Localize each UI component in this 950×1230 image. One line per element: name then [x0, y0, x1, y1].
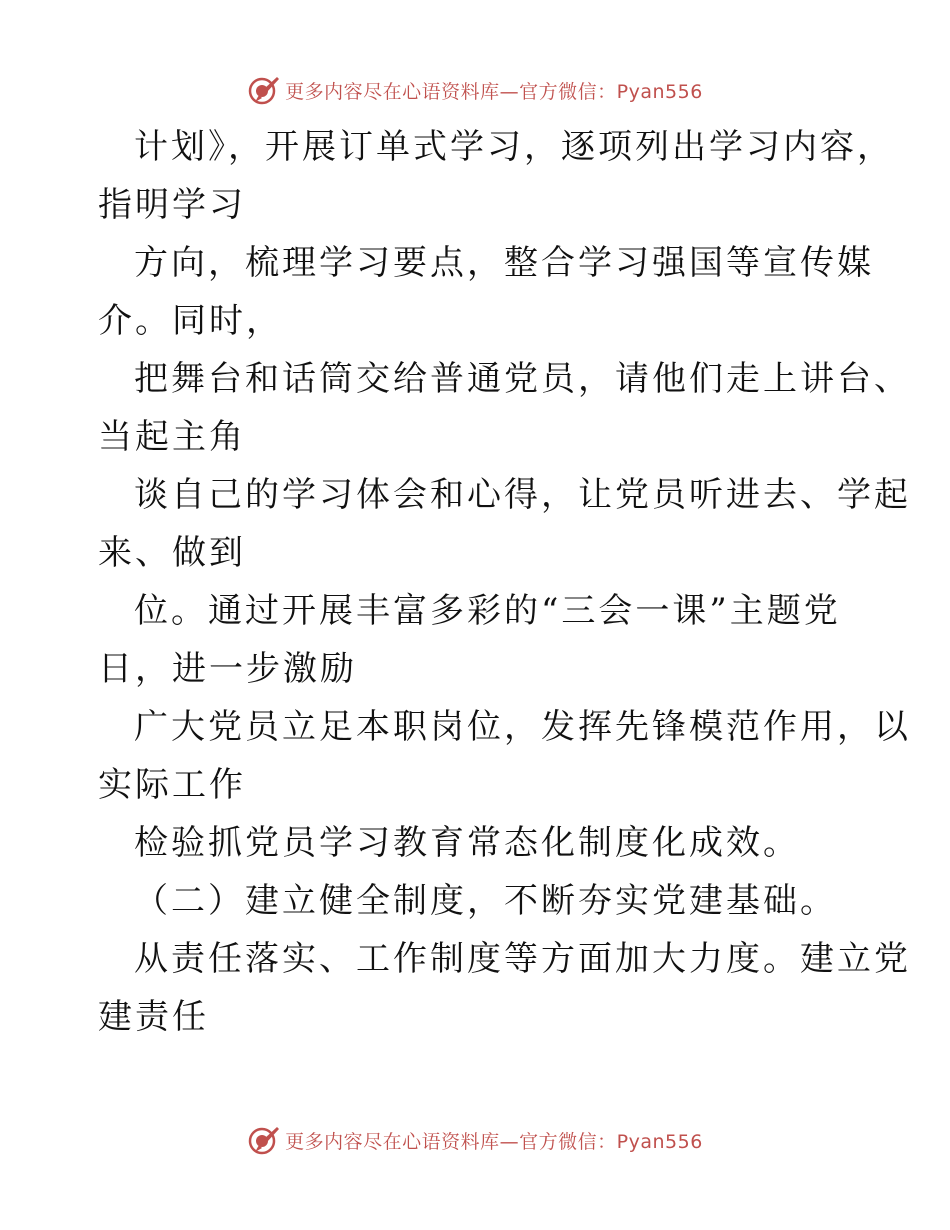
body-line: 检验抓党员学习教育常态化制度化成效。: [134, 823, 800, 863]
body-line: 计划》，开展订单式学习，逐项列出学习内容，: [134, 127, 894, 167]
body-line: 实际工作: [98, 765, 246, 805]
body-line: 日，进一步激励: [98, 649, 357, 689]
body-line: 介。同时，: [98, 301, 283, 341]
body-line: 当起主角: [98, 417, 246, 457]
body-line: 广大党员立足本职岗位，发挥先锋模范作用，以: [134, 707, 911, 747]
footer-banner-text: 更多内容尽在心语资料库—官方微信：Pyan556: [285, 1130, 703, 1153]
body-line: 从责任落实、工作制度等方面加大力度。建立党: [134, 939, 911, 979]
header-banner-text: 更多内容尽在心语资料库—官方微信：Pyan556: [285, 80, 703, 103]
body-line: 把舞台和话筒交给普通党员，请他们走上讲台、: [134, 359, 911, 399]
pen-nib-logo-icon: [247, 1123, 281, 1157]
body-line: 建责任: [98, 997, 209, 1037]
footer-banner: [0, 1122, 950, 1158]
section-heading: （二）建立健全制度，不断夯实党建基础。: [134, 881, 837, 921]
document-body: [98, 118, 911, 1046]
body-line: 位。通过开展丰富多彩的“三会一课”主题党: [134, 591, 841, 631]
body-line: 指明学习: [98, 185, 246, 225]
body-line: 来、做到: [98, 533, 246, 573]
pen-nib-logo-icon: [247, 73, 281, 107]
header-banner: [0, 72, 950, 108]
body-line: 谈自己的学习体会和心得，让党员听进去、学起: [134, 475, 911, 515]
body-line: 方向，梳理学习要点，整合学习强国等宣传媒: [134, 243, 874, 283]
